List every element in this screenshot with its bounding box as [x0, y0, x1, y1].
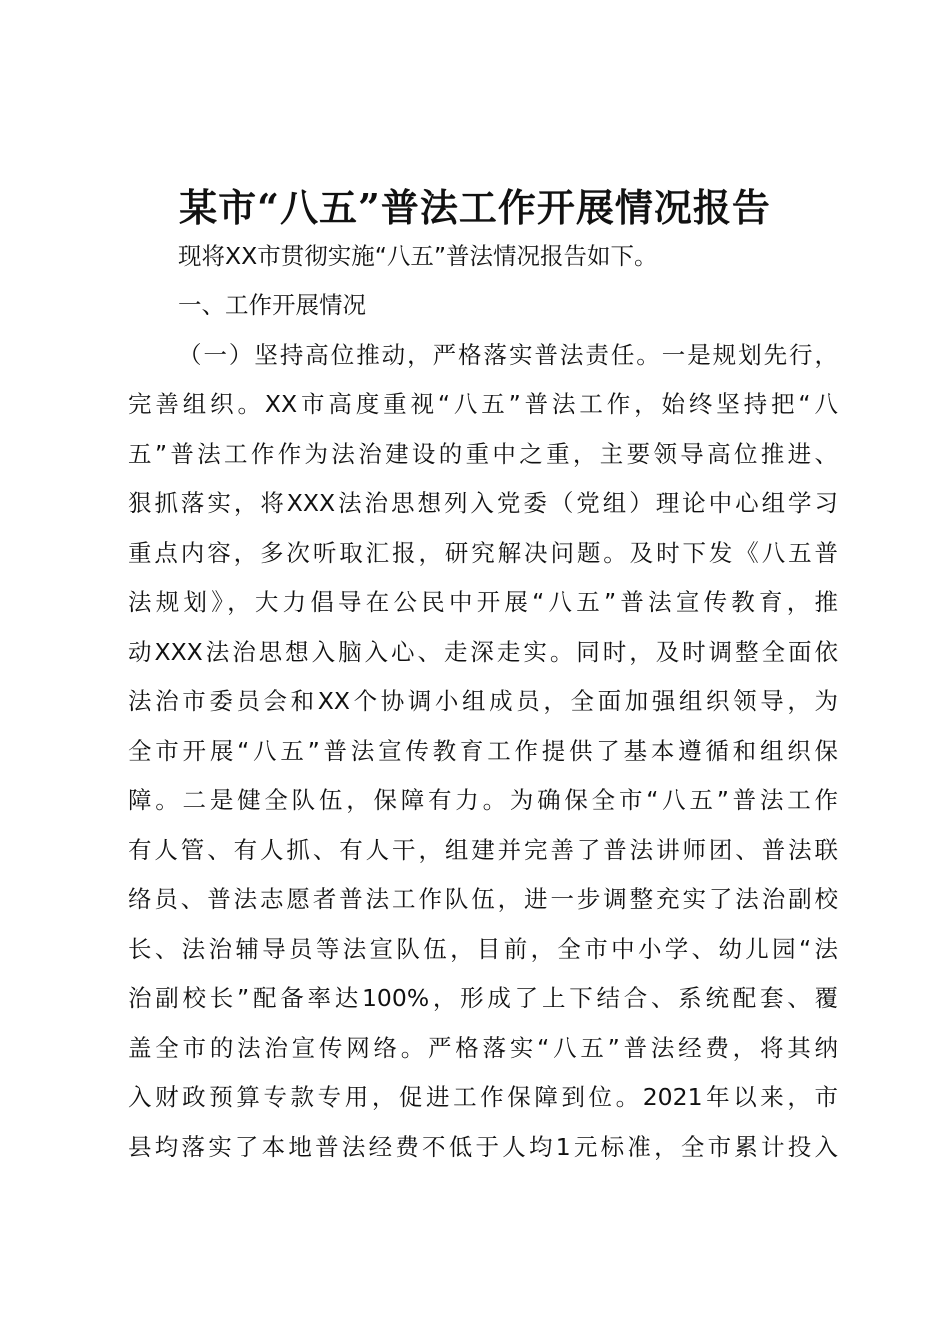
paragraph-line: 完善组织。XX市高度重视“八五”普法工作，始终坚持把“八: [128, 390, 838, 418]
paragraph-line: 县均落实了本地普法经费不低于人均1元标准，全市累计投入: [128, 1133, 838, 1161]
paragraph-line: （一）坚持高位推动，严格落实普法责任。一是规划先行，: [178, 341, 838, 369]
paragraph-line: 盖全市的法治宣传网络。严格落实“八五”普法经费，将其纳: [128, 1034, 838, 1062]
paragraph-line: 全市开展“八五”普法宣传教育工作提供了基本遵循和组织保: [128, 737, 838, 765]
paragraph-line: 法规划》，大力倡导在公民中开展“八五”普法宣传教育，推: [128, 588, 838, 616]
section-heading: 一、工作开展情况: [178, 291, 366, 319]
paragraph-line: 障。二是健全队伍，保障有力。为确保全市“八五”普法工作: [128, 786, 838, 814]
paragraph-line: 狠抓落实，将XXX法治思想列入党委（党组）理论中心组学习: [128, 489, 838, 517]
paragraph-line: 重点内容，多次听取汇报，研究解决问题。及时下发《八五普: [128, 539, 838, 567]
document-title: 某市“八五”普法工作开展情况报告: [179, 185, 771, 230]
paragraph-line: 现将XX市贯彻实施“八五”普法情况报告如下。: [178, 242, 658, 270]
paragraph-line: 动XXX法治思想入脑入心、走深走实。同时，及时调整全面依: [128, 638, 838, 666]
paragraph-line: 五”普法工作作为法治建设的重中之重，主要领导高位推进、: [128, 440, 838, 468]
paragraph-line: 法治市委员会和XX个协调小组成员，全面加强组织领导，为: [128, 687, 838, 715]
paragraph-line: 治副校长”配备率达100%，形成了上下结合、系统配套、覆: [128, 984, 838, 1012]
paragraph-line: 长、法治辅导员等法宣队伍，目前，全市中小学、幼儿园“法: [128, 935, 838, 963]
paragraph-line: 入财政预算专款专用，促进工作保障到位。2021年以来，市: [128, 1083, 838, 1111]
paragraph-line: 有人管、有人抓、有人干，组建并完善了普法讲师团、普法联: [128, 836, 838, 864]
paragraph-line: 络员、普法志愿者普法工作队伍，进一步调整充实了法治副校: [128, 885, 838, 913]
